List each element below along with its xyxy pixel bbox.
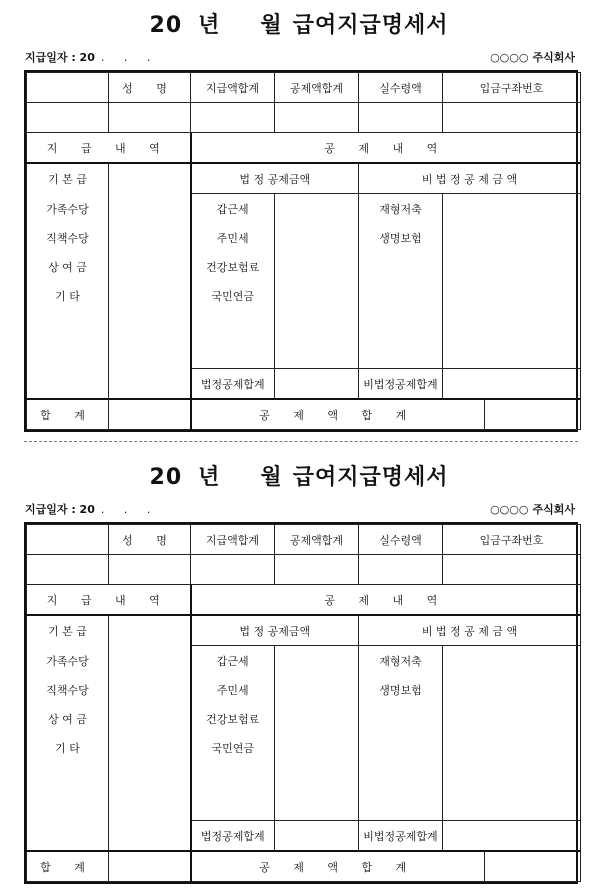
deduct-sum-label: 공 제 액 합 계 — [191, 851, 485, 882]
nonlegal-sum-label: 비법정공제합계 — [359, 821, 443, 852]
pay-item-label: 직책수당 — [27, 223, 109, 252]
header-deduct-total: 공제액합계 — [275, 525, 359, 555]
pay-item-label — [27, 791, 109, 821]
pay-item-label: 가족수당 — [27, 194, 109, 223]
header-blank — [27, 525, 109, 555]
legal-item-label: 건강보험료 — [191, 704, 275, 733]
pay-item-label: 상 여 금 — [27, 252, 109, 281]
title-year-unit: 년 — [198, 465, 221, 490]
nonlegal-item-amount[interactable] — [443, 675, 581, 704]
total-label: 합 계 — [27, 851, 109, 882]
payment-date-dots: . . . — [100, 51, 159, 64]
pay-item-amount[interactable] — [109, 223, 191, 252]
value-account[interactable] — [443, 103, 581, 133]
legal-item-amount[interactable] — [275, 252, 359, 281]
header-pay-total: 지급액합계 — [191, 73, 275, 103]
nonlegal-item-label — [359, 310, 443, 339]
nonlegal-item-amount[interactable] — [443, 194, 581, 223]
section-deduct: 공 제 내 역 — [191, 585, 581, 616]
document-title — [0, 8, 598, 39]
pay-item-amount[interactable] — [109, 163, 191, 194]
legal-item-amount[interactable] — [275, 339, 359, 369]
pay-item-label — [27, 821, 109, 852]
total-amount[interactable] — [109, 399, 191, 430]
document-title — [0, 460, 598, 491]
company-suffix: 주식회사 — [532, 51, 575, 64]
value-deduct-total[interactable] — [275, 555, 359, 585]
pay-item-label: 기 본 급 — [27, 615, 109, 646]
nonlegal-item-label — [359, 252, 443, 281]
title-main: 급여지급명세서 — [292, 465, 449, 490]
header-blank — [27, 73, 109, 103]
nonlegal-item-label — [359, 791, 443, 821]
nonlegal-item-amount[interactable] — [443, 281, 581, 310]
legal-item-amount[interactable] — [275, 310, 359, 339]
pay-item-amount[interactable] — [109, 615, 191, 646]
legal-item-label: 주민세 — [191, 675, 275, 704]
value-pay-total[interactable] — [191, 555, 275, 585]
title-year: 20 — [149, 13, 183, 38]
company — [490, 49, 575, 65]
nonlegal-item-amount[interactable] — [443, 252, 581, 281]
pay-item-amount[interactable] — [109, 339, 191, 369]
nonlegal-item-label: 생명보험 — [359, 675, 443, 704]
header-name: 성 명 — [109, 525, 191, 555]
section-pay: 지 급 내 역 — [27, 133, 191, 164]
nonlegal-item-label — [359, 733, 443, 762]
company — [490, 501, 575, 517]
title-main: 급여지급명세서 — [292, 13, 449, 38]
nonlegal-item-amount[interactable] — [443, 704, 581, 733]
nonlegal-item-label: 재형저축 — [359, 194, 443, 223]
pay-item-label — [27, 310, 109, 339]
value-blank[interactable] — [27, 103, 109, 133]
nonlegal-item-label — [359, 339, 443, 369]
total-label: 합 계 — [27, 399, 109, 430]
section-pay: 지 급 내 역 — [27, 585, 191, 616]
pay-item-amount[interactable] — [109, 821, 191, 852]
legal-item-amount[interactable] — [275, 194, 359, 223]
nonlegal-item-amount[interactable] — [443, 733, 581, 762]
nonlegal-sum-amount[interactable] — [443, 369, 581, 400]
legal-sum-label: 법정공제합계 — [191, 369, 275, 400]
legal-title: 법 정 공제금액 — [191, 615, 359, 646]
company-placeholder: ○○○○ — [490, 503, 529, 516]
legal-item-amount[interactable] — [275, 791, 359, 821]
title-month-unit: 월 — [260, 465, 283, 490]
deduct-sum-amount[interactable] — [485, 851, 581, 882]
section-deduct: 공 제 내 역 — [191, 133, 581, 164]
pay-item-amount[interactable] — [109, 733, 191, 762]
payment-date — [25, 501, 158, 517]
legal-item-amount[interactable] — [275, 646, 359, 675]
nonlegal-item-label: 생명보험 — [359, 223, 443, 252]
legal-sum-label: 법정공제합계 — [191, 821, 275, 852]
nonlegal-sum-amount[interactable] — [443, 821, 581, 852]
nonlegal-item-label: 재형저축 — [359, 646, 443, 675]
legal-item-amount[interactable] — [275, 281, 359, 310]
title-year-unit: 년 — [198, 13, 221, 38]
pay-item-label: 가족수당 — [27, 646, 109, 675]
legal-sum-amount[interactable] — [275, 821, 359, 852]
title-year: 20 — [149, 465, 183, 490]
legal-item-label — [191, 791, 275, 821]
value-net[interactable] — [359, 555, 443, 585]
nonlegal-item-amount[interactable] — [443, 223, 581, 252]
value-deduct-total[interactable] — [275, 103, 359, 133]
nonlegal-item-amount[interactable] — [443, 339, 581, 369]
nonlegal-item-amount[interactable] — [443, 762, 581, 791]
header-pay-total: 지급액합계 — [191, 525, 275, 555]
legal-item-amount[interactable] — [275, 733, 359, 762]
legal-item-label: 주민세 — [191, 223, 275, 252]
nonlegal-item-amount[interactable] — [443, 791, 581, 821]
payslip-table — [24, 522, 578, 884]
total-amount[interactable] — [109, 851, 191, 882]
legal-item-label: 갑근세 — [191, 646, 275, 675]
pay-item-label: 기 타 — [27, 281, 109, 310]
pay-item-label — [27, 762, 109, 791]
header-net: 실수령액 — [359, 525, 443, 555]
legal-item-amount[interactable] — [275, 675, 359, 704]
payslip — [0, 0, 598, 440]
pay-item-amount[interactable] — [109, 646, 191, 675]
pay-item-amount[interactable] — [109, 675, 191, 704]
deduct-sum-label: 공 제 액 합 계 — [191, 399, 485, 430]
legal-item-amount[interactable] — [275, 762, 359, 791]
value-name[interactable] — [109, 555, 191, 585]
value-pay-total[interactable] — [191, 103, 275, 133]
pay-item-amount[interactable] — [109, 791, 191, 821]
title-month-unit: 월 — [260, 13, 283, 38]
pay-item-label — [27, 339, 109, 369]
payment-date-label: 지급일자 : 20 — [25, 51, 95, 64]
legal-item-amount[interactable] — [275, 704, 359, 733]
pay-item-amount[interactable] — [109, 194, 191, 223]
pay-item-amount[interactable] — [109, 252, 191, 281]
payslip-table — [24, 70, 578, 432]
pay-item-amount[interactable] — [109, 281, 191, 310]
legal-item-label: 국민연금 — [191, 281, 275, 310]
header-deduct-total: 공제액합계 — [275, 73, 359, 103]
nonlegal-item-label — [359, 281, 443, 310]
legal-item-label — [191, 762, 275, 791]
cut-line — [24, 441, 578, 442]
value-account[interactable] — [443, 555, 581, 585]
header-account: 입금구좌번호 — [443, 73, 581, 103]
value-net[interactable] — [359, 103, 443, 133]
pay-item-amount[interactable] — [109, 762, 191, 791]
pay-item-label: 직책수당 — [27, 675, 109, 704]
legal-item-label: 갑근세 — [191, 194, 275, 223]
company-suffix: 주식회사 — [532, 503, 575, 516]
pay-item-amount[interactable] — [109, 369, 191, 400]
value-blank[interactable] — [27, 555, 109, 585]
payment-date-label: 지급일자 : 20 — [25, 503, 95, 516]
nonlegal-item-amount[interactable] — [443, 646, 581, 675]
nonlegal-title: 비 법 정 공 제 금 액 — [359, 163, 581, 194]
nonlegal-item-label — [359, 762, 443, 791]
pay-item-amount[interactable] — [109, 310, 191, 339]
legal-item-label: 국민연금 — [191, 733, 275, 762]
deduct-sum-amount[interactable] — [485, 399, 581, 430]
header-account: 입금구좌번호 — [443, 525, 581, 555]
nonlegal-item-label — [359, 704, 443, 733]
legal-item-amount[interactable] — [275, 223, 359, 252]
pay-item-amount[interactable] — [109, 704, 191, 733]
legal-item-label — [191, 310, 275, 339]
payment-date-dots: . . . — [100, 503, 159, 516]
payslip — [0, 452, 598, 892]
legal-item-label — [191, 339, 275, 369]
nonlegal-item-amount[interactable] — [443, 310, 581, 339]
legal-title: 법 정 공제금액 — [191, 163, 359, 194]
value-name[interactable] — [109, 103, 191, 133]
pay-item-label: 기 본 급 — [27, 163, 109, 194]
legal-item-label: 건강보험료 — [191, 252, 275, 281]
nonlegal-title: 비 법 정 공 제 금 액 — [359, 615, 581, 646]
company-placeholder: ○○○○ — [490, 51, 529, 64]
pay-item-label — [27, 369, 109, 400]
pay-item-label: 기 타 — [27, 733, 109, 762]
legal-sum-amount[interactable] — [275, 369, 359, 400]
payment-date — [25, 49, 158, 65]
header-net: 실수령액 — [359, 73, 443, 103]
pay-item-label: 상 여 금 — [27, 704, 109, 733]
nonlegal-sum-label: 비법정공제합계 — [359, 369, 443, 400]
header-name: 성 명 — [109, 73, 191, 103]
